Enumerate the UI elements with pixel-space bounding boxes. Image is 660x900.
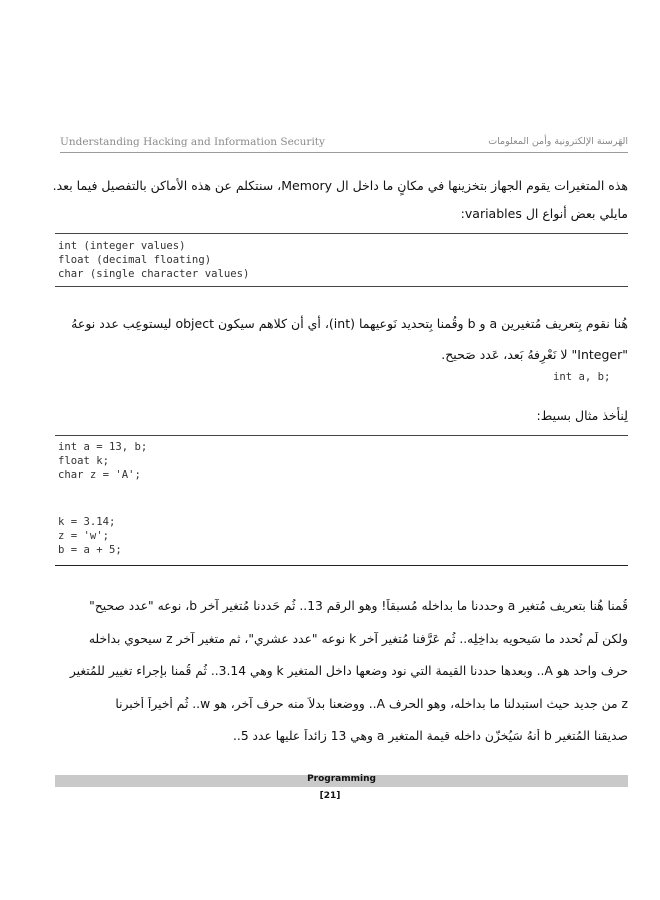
example-code-block [55, 435, 628, 566]
code-line: int a = 13, b; [58, 441, 148, 453]
description-line-3: حرف واحد هو A.. وبعدها حددنا القيمة التي نود وضعها داخل المتغير k وهي 3.14.. ثُم قُمنا بإجراء تغيير للمُتغير [69, 664, 628, 678]
code-line: char z = 'A'; [58, 469, 141, 481]
explain-line-2: "Integer" لا نَعْرِفهُ بَعد، عَدد صَحيح. [441, 347, 628, 362]
code-line: k = 3.14; [58, 516, 116, 528]
code-line: int (integer values) [58, 240, 186, 252]
header-title-en: Understanding Hacking and Information Security [60, 136, 325, 148]
intro-line-1: هذه المتغيرات يقوم الجهاز بتخزينها في مكانٍ ما داخل ال Memory، سنتكلم عن هذه الأماكن بالتفصيل فيما بعد. [52, 178, 628, 193]
header-title-ar: الهَرسنة الإلكترونية وأمن المعلومات [488, 136, 628, 147]
code-line: b = a + 5; [58, 544, 122, 556]
description-line-1: قُمنا هُنا بتعريف مُتغير a وحددنا ما بداخله مُسبقاً! وهو الرقم 13.. ثُم حَددنا مُتغير آخر b، نوعه "عدد صحيح" [89, 599, 628, 613]
types-code-block [55, 233, 628, 287]
code-line: float k; [58, 455, 110, 467]
intro-line-2: مايلي بعض أنواع ال variables: [460, 206, 628, 221]
page-header [60, 136, 628, 153]
description-line-5: صديقنا المُتغير b أنهُ سَيُخزّن داخله قيمة المتغير a وهي 13 زائداً عليها عدد 5.. [232, 729, 628, 743]
page-number: [21] [319, 791, 341, 801]
description-line-4: z من جديد حيث استبدلنا ما بداخله، وهو الحرف A.. ووضعنا بدلاً منه حرف آخر، هو w.. ثُم أخيراً أخبرنا [115, 697, 628, 711]
code-line: float (decimal floating) [58, 254, 212, 266]
code-line: z = 'w'; [58, 530, 110, 542]
explain-line-1: هُنا نقوم بِتعريف مُتغيرين a و b وقُمنا بِتحديد نَوعيهما (int)، أي أن كلاهم سيكون object ليستوعِب عدد نوعهُ [71, 316, 628, 331]
description-line-2: ولكن لَم نُحدد ما سَيحويه بداخِلِه.. ثُم عَرَّفنا مُتغير آخر k نوعه "عدد عشري"، ثم متغير آخر z سيحوي بداخله [88, 632, 628, 646]
footer-bar [55, 775, 628, 787]
code-line: char (single character values) [58, 268, 250, 280]
footer-section: Programming [307, 774, 376, 784]
example-heading: لِنأخذ مثال بسيط: [536, 408, 628, 423]
inline-code: int a, b; [553, 371, 611, 383]
